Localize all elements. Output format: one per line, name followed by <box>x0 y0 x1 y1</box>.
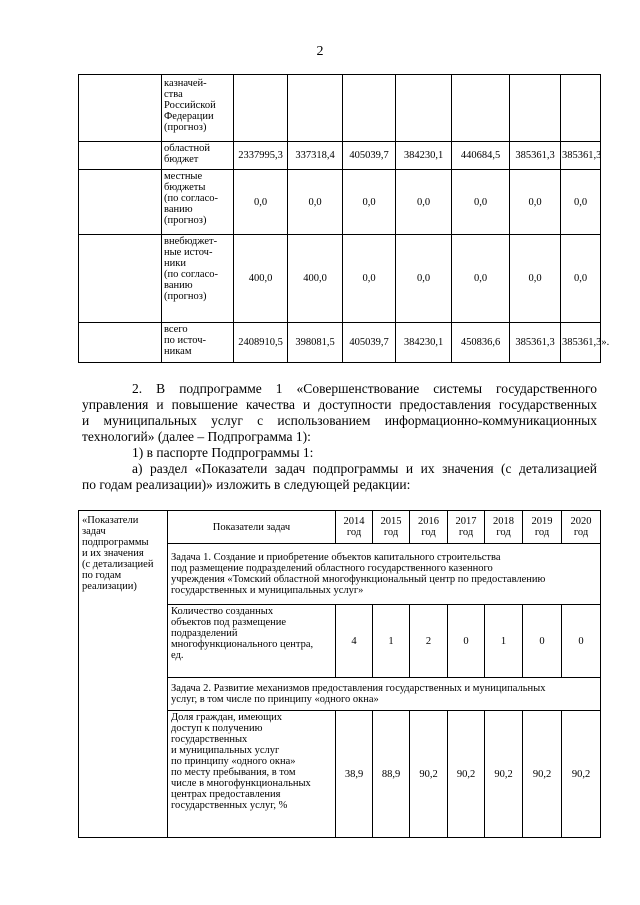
budget-value: 385361,3 <box>510 323 561 363</box>
page-number: 2 <box>316 44 324 59</box>
indicator-2-line: и муниципальных услуг <box>171 745 280 756</box>
budget-value: 405039,7 <box>343 323 396 363</box>
year-2019: 2019 год <box>523 511 562 544</box>
budget-value: 337318,4 <box>288 142 343 170</box>
indicators-side-line: задач <box>82 526 106 537</box>
budget-source-line: Российской <box>164 100 216 111</box>
task-1-line: государственных и муниципальных услуг» <box>171 585 364 596</box>
budget-value: 0,0 <box>343 235 396 323</box>
indicator-1-value: 0 <box>448 605 485 678</box>
budget-value: 0,0 <box>234 170 288 235</box>
budget-source-line: местные <box>164 171 203 182</box>
task-2-line: Задача 2. Развитие механизмов предоставления государственных и муниципальных <box>171 683 546 694</box>
indicator-2-line: государственных услуг, % <box>171 800 288 811</box>
task-1-line: Задача 1. Создание и приобретение объектов капитального строительства <box>171 552 501 563</box>
indicator-1-value: 0 <box>523 605 562 678</box>
paragraph-subprogram-line-2: управления и повышение качества и доступности предоставления государственных <box>82 397 597 412</box>
indicator-2-line: по принципу «одного окна» <box>171 756 296 767</box>
budget-row <box>79 323 601 363</box>
budget-value <box>288 75 343 142</box>
budget-source-label <box>162 170 234 235</box>
indicator-2-value: 88,9 <box>373 711 410 838</box>
budget-value: 0,0 <box>343 170 396 235</box>
indicator-1-value: 1 <box>485 605 523 678</box>
budget-source-label <box>162 142 234 170</box>
budget-empty-cell <box>79 142 162 170</box>
budget-value: 0,0 <box>288 170 343 235</box>
year-2020: 2020 год <box>562 511 601 544</box>
indicator-2-value: 90,2 <box>523 711 562 838</box>
indicator-2-line: по месту пребывания, в том <box>171 767 296 778</box>
budget-empty-cell <box>79 75 162 142</box>
indicator-2-value: 90,2 <box>410 711 448 838</box>
budget-source-line: внебюджет- <box>164 236 218 247</box>
paragraph-subprogram-line-3: и муниципальных услуг с использованием информационно-коммуникационных <box>82 413 597 428</box>
indicator-1-line: многофункционального центра, <box>171 639 314 650</box>
indicator-2-value: 90,2 <box>485 711 523 838</box>
budget-row <box>79 142 601 170</box>
budget-value: 0,0 <box>561 170 601 235</box>
budget-value <box>510 75 561 142</box>
budget-value: 2408910,5 <box>234 323 288 363</box>
budget-source-label <box>162 75 234 142</box>
budget-source-line: бюджеты <box>164 182 206 193</box>
budget-source-line: (по согласо- <box>164 193 218 204</box>
budget-value: 384230,1 <box>396 323 452 363</box>
indicator-2-value: 90,2 <box>562 711 601 838</box>
budget-empty-cell <box>79 170 162 235</box>
budget-value <box>343 75 396 142</box>
budget-value: 384230,1 <box>396 142 452 170</box>
task-1-text <box>168 544 601 605</box>
budget-value <box>452 75 510 142</box>
indicators-side-label <box>79 511 168 838</box>
indicators-table <box>78 510 601 838</box>
task-2-text <box>168 678 601 711</box>
indicator-2-line: Доля граждан, имеющих <box>171 712 283 723</box>
budget-source-line: никам <box>164 346 192 357</box>
budget-value <box>396 75 452 142</box>
year-2016: 2016 год <box>410 511 448 544</box>
indicators-side-line: по годам <box>82 570 122 581</box>
budget-value: 385361,3». <box>561 323 601 363</box>
budget-row <box>79 75 601 142</box>
paragraph-section-line-1: а) раздел «Показатели задач подпрограммы и их значения (с детализацией <box>132 461 597 476</box>
indicator-1-line: ед. <box>171 650 184 661</box>
indicator-2-line: доступ к получению <box>171 723 263 734</box>
budget-row <box>79 235 601 323</box>
indicator-2-label <box>168 711 336 838</box>
budget-value: 400,0 <box>234 235 288 323</box>
budget-value: 0,0 <box>510 170 561 235</box>
paragraph-subprogram-line-1: 2. В подпрограмме 1 «Совершенствование системы государственного <box>132 381 597 396</box>
indicator-1-value: 2 <box>410 605 448 678</box>
indicator-2-value: 38,9 <box>336 711 373 838</box>
budget-source-line: ства <box>164 89 183 100</box>
budget-source-line: областной <box>164 143 210 154</box>
budget-value: 0,0 <box>510 235 561 323</box>
budget-value: 0,0 <box>452 235 510 323</box>
budget-value <box>561 75 601 142</box>
budget-value: 385361,3 <box>561 142 601 170</box>
budget-source-line: бюджет <box>164 154 199 165</box>
indicators-side-line: подпрограммы <box>82 537 149 548</box>
budget-value: 385361,3 <box>510 142 561 170</box>
budget-source-line: (прогноз) <box>164 291 207 302</box>
budget-source-line: (прогноз) <box>164 122 207 133</box>
budget-value: 2337995,3 <box>234 142 288 170</box>
budget-source-line: ванию <box>164 204 193 215</box>
budget-row <box>79 170 601 235</box>
budget-source-line: казначей- <box>164 78 207 89</box>
indicator-1-line: объектов под размещение <box>171 617 287 628</box>
budget-value: 450836,6 <box>452 323 510 363</box>
budget-empty-cell <box>79 235 162 323</box>
task-2-line: услуг, в том числе по принципу «одного окна» <box>171 694 379 705</box>
budget-value: 0,0 <box>396 235 452 323</box>
budget-source-line: ные источ- <box>164 247 213 258</box>
budget-value <box>234 75 288 142</box>
indicator-1-value: 1 <box>373 605 410 678</box>
budget-empty-cell <box>79 323 162 363</box>
indicators-header-label: Показатели задач <box>168 511 336 544</box>
year-2015: 2015 год <box>373 511 410 544</box>
paragraph-section-line-2: по годам реализации)» изложить в следующей редакции: <box>82 477 411 492</box>
budget-source-label <box>162 323 234 363</box>
indicator-1-value: 0 <box>562 605 601 678</box>
indicator-1-label <box>168 605 336 678</box>
year-2014: 2014 год <box>336 511 373 544</box>
year-2018: 2018 год <box>485 511 523 544</box>
budget-value: 398081,5 <box>288 323 343 363</box>
budget-value: 0,0 <box>396 170 452 235</box>
indicators-side-line: и их значения <box>82 548 144 559</box>
indicators-side-line: «Показатели <box>82 515 139 526</box>
budget-source-line: по источ- <box>164 335 206 346</box>
budget-value: 0,0 <box>452 170 510 235</box>
budget-source-label <box>162 235 234 323</box>
budget-value: 0,0 <box>561 235 601 323</box>
budget-table <box>78 74 610 363</box>
year-2017: 2017 год <box>448 511 485 544</box>
indicator-1-line: подразделений <box>171 628 238 639</box>
budget-value: 440684,5 <box>452 142 510 170</box>
budget-value: 400,0 <box>288 235 343 323</box>
task-1-line: под размещение подразделений областного государственного казенного <box>171 563 493 574</box>
budget-source-line: ники <box>164 258 186 269</box>
budget-source-line: (по согласо- <box>164 269 218 280</box>
budget-source-line: (прогноз) <box>164 215 207 226</box>
budget-source-line: Федерации <box>164 111 214 122</box>
indicator-2-line: государственных <box>171 734 248 745</box>
paragraph-subprogram-line-4: технологий» (далее – Подпрограмма 1): <box>82 429 311 444</box>
budget-source-line: ванию <box>164 280 193 291</box>
indicator-1-line: Количество созданных <box>171 606 274 617</box>
indicator-2-line: числе в многофункциональных <box>171 778 311 789</box>
indicator-1-value: 4 <box>336 605 373 678</box>
indicators-header-row <box>79 511 601 544</box>
indicators-side-line: (с детализацией <box>82 559 154 570</box>
indicator-2-value: 90,2 <box>448 711 485 838</box>
budget-source-line: всего <box>164 324 188 335</box>
indicator-2-line: центрах предоставления <box>171 789 281 800</box>
task-1-line: учреждения «Томский областной многофункциональный центр по предоставлению <box>171 574 546 585</box>
paragraph-passport: 1) в паспорте Подпрограммы 1: <box>132 445 314 460</box>
budget-value: 405039,7 <box>343 142 396 170</box>
indicators-side-line: реализации) <box>82 581 137 592</box>
